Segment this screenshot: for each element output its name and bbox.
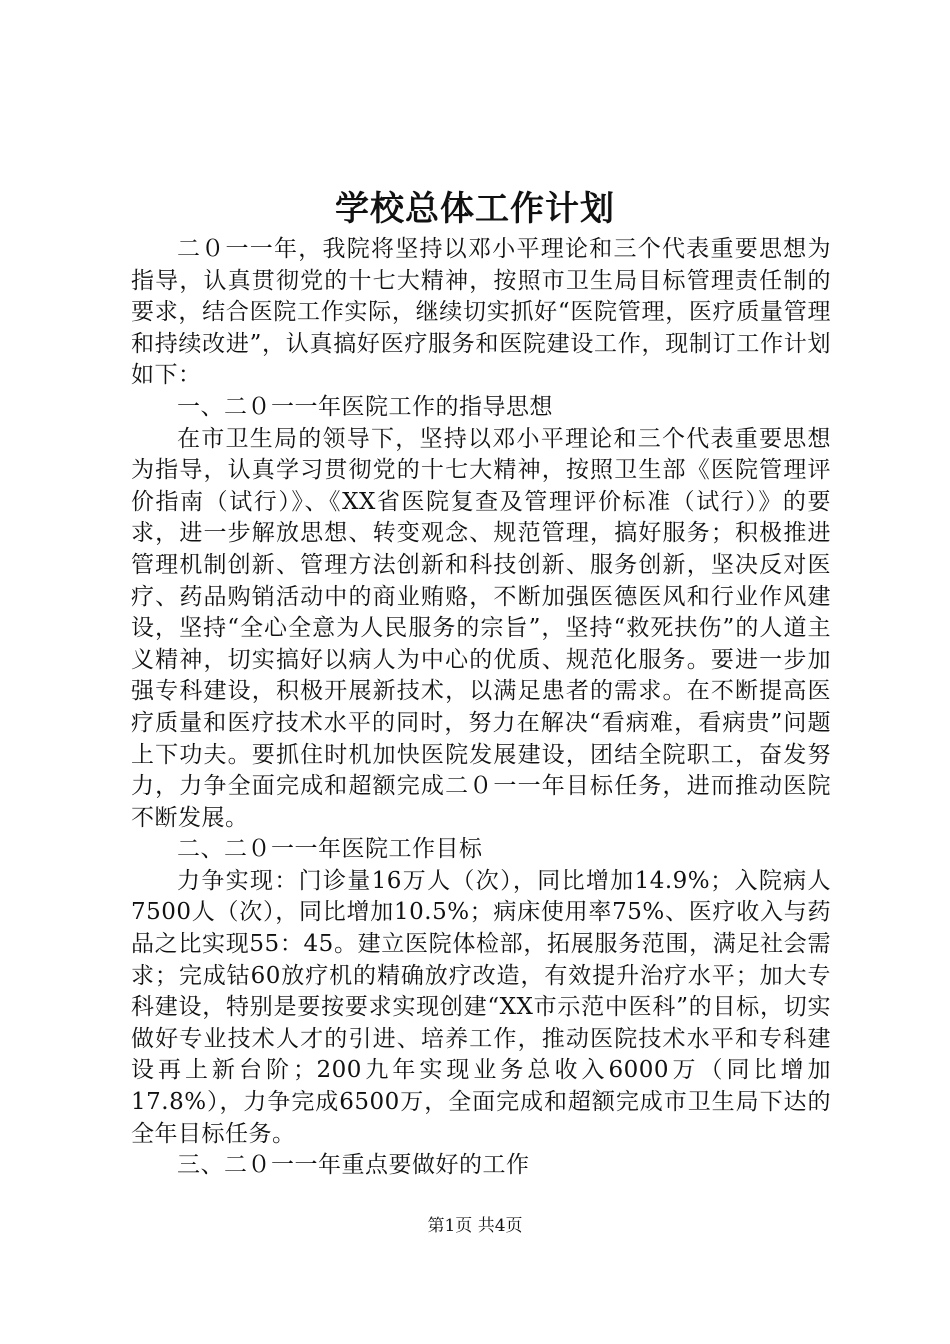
document-title: 学校总体工作计划 [335, 189, 615, 229]
intro-paragraph: 二０一一年，我院将坚持以邓小平理论和三个代表重要思想为指导，认真贯彻党的十七大精神，按照市卫生局目标管理责任制的要求，结合医院工作实际，继续切实抓好“医院管理，医疗质量管理和持续改进”，认真搞好医疗服务和医院建设工作，现制订工作计划如下： [131, 236, 831, 389]
document-body [131, 234, 831, 1182]
section-heading-work-goals: 二、二０一一年医院工作目标 [177, 836, 483, 863]
section-heading-guiding-ideology: 一、二０一一年医院工作的指导思想 [177, 393, 553, 420]
work-goals-paragraph: 力争实现：门诊量16万人（次），同比增加14.9%；入院病人7500人（次），同比增加10.5%；病床使用率75%、医疗收入与药品之比实现55：45。建立医院体检部，拓展服务范围，满足社会需求；完成钴60放疗机的精确放疗改造，有效提升治疗水平；加大专科建设，特别是要按要求实现创建“XX市示范中医科”的目标，切实做好专业技术人才的引进、培养工作，推动医院技术水平和专科建设再上新台阶；200九年实现业务总收入6000万（同比增加17.8%），力争完成6500万，全面完成和超额完成市卫生局下达的全年目标任务。 [131, 867, 831, 1147]
section-heading-key-tasks: 三、二０一一年重点要做好的工作 [177, 1152, 530, 1179]
page-number-footer: 第1页 共4页 [427, 1216, 523, 1236]
guiding-ideology-paragraph: 在市卫生局的领导下，坚持以邓小平理论和三个代表重要思想为指导，认真学习贯彻党的十七大精神，按照卫生部《医院管理评价指南（试行）》、《XX省医院复查及管理评价标准（试行）》的要求，进一步解放思想、转变观念、规范管理，搞好服务；积极推进管理机制创新、管理方法创新和科技创新、服务创新，坚决反对医疗、药品购销活动中的商业贿赂，不断加强医德医风和行业作风建设，坚持“全心全意为人民服务的宗旨”，坚持“救死扶伤”的人道主义精神，切实搞好以病人为中心的优质、规范化服务。要进一步加强专科建设，积极开展新技术，以满足患者的需求。在不断提高医疗质量和医疗技术水平的同时，努力在解决“看病难，看病贵”问题上下功夫。要抓住时机加快医院发展建设，团结全院职工，奋发努力，力争全面完成和超额完成二０一一年目标任务，进而推动医院不断发展。 [131, 425, 831, 831]
